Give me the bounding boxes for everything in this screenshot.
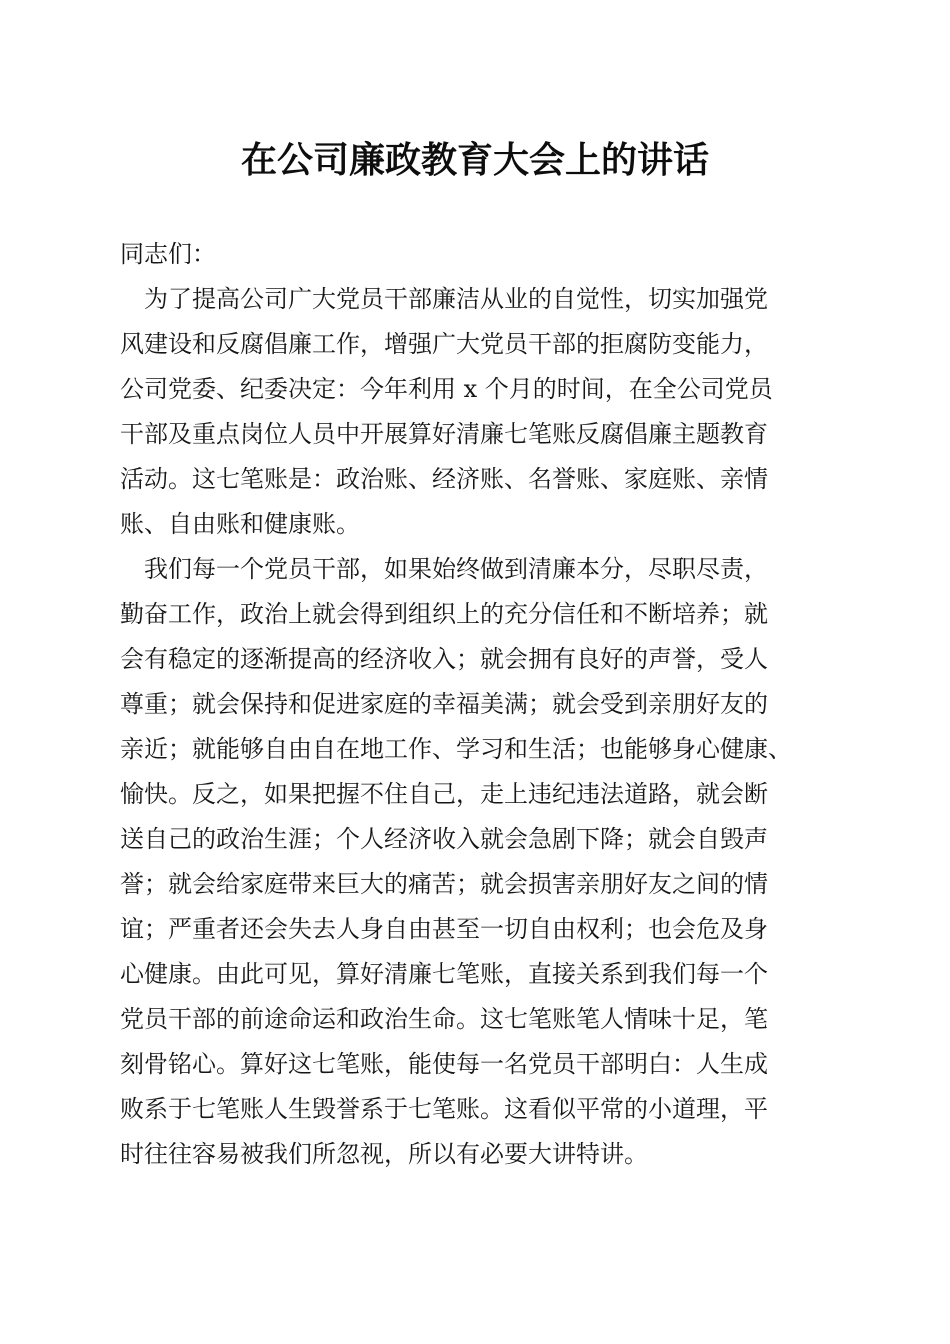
text-line: 干部及重点岗位人员中开展算好清廉七笔账反腐倡廉主题教育 xyxy=(120,420,768,448)
text-line: 我们每一个党员干部，如果始终做到清廉本分，尽职尽责， xyxy=(120,555,768,583)
text-line: 败系于七笔账人生毁誉系于七笔账。这看似平常的小道理，平 xyxy=(120,1095,768,1123)
document-title: 在公司廉政教育大会上的讲话 xyxy=(240,139,709,181)
text-line: 勤奋工作，政治上就会得到组织上的充分信任和不断培养；就 xyxy=(120,600,768,628)
text-line: 会有稳定的逐渐提高的经济收入；就会拥有良好的声誉，受人 xyxy=(120,645,768,673)
text-line: 誉；就会给家庭带来巨大的痛苦；就会损害亲朋好友之间的情 xyxy=(120,870,768,898)
text-line: 愉快。反之，如果把握不住自己，走上违纪违法道路，就会断 xyxy=(120,780,768,808)
text-line: 账、自由账和健康账。 xyxy=(120,510,360,538)
text-line: 尊重；就会保持和促进家庭的幸福美满；就会受到亲朋好友的 xyxy=(120,690,768,718)
text-line: 为了提高公司广大党员干部廉洁从业的自觉性，切实加强党 xyxy=(120,285,768,313)
text-line: 送自己的政治生涯；个人经济收入就会急剧下降；就会自毁声 xyxy=(120,825,768,853)
text-line: 风建设和反腐倡廉工作，增强广大党员干部的拒腐防变能力， xyxy=(120,330,768,358)
salutation: 同志们： xyxy=(120,240,216,268)
text-line: 公司党委、纪委决定：今年利用 x 个月的时间，在全公司党员 xyxy=(120,375,773,403)
text-line: 党员干部的前途命运和政治生命。这七笔账笔人情味十足，笔 xyxy=(120,1005,768,1033)
text-line: 谊；严重者还会失去人身自由甚至一切自由权利；也会危及身 xyxy=(120,915,768,943)
text-line: 亲近；就能够自由自在地工作、学习和生活；也能够身心健康、 xyxy=(120,735,792,763)
text-line: 心健康。由此可见，算好清廉七笔账，直接关系到我们每一个 xyxy=(120,960,768,988)
text-line: 时往往容易被我们所忽视，所以有必要大讲特讲。 xyxy=(120,1140,648,1168)
text-line: 活动。这七笔账是：政治账、经济账、名誉账、家庭账、亲情 xyxy=(120,465,768,493)
text-line: 刻骨铭心。算好这七笔账，能使每一名党员干部明白：人生成 xyxy=(120,1050,768,1078)
